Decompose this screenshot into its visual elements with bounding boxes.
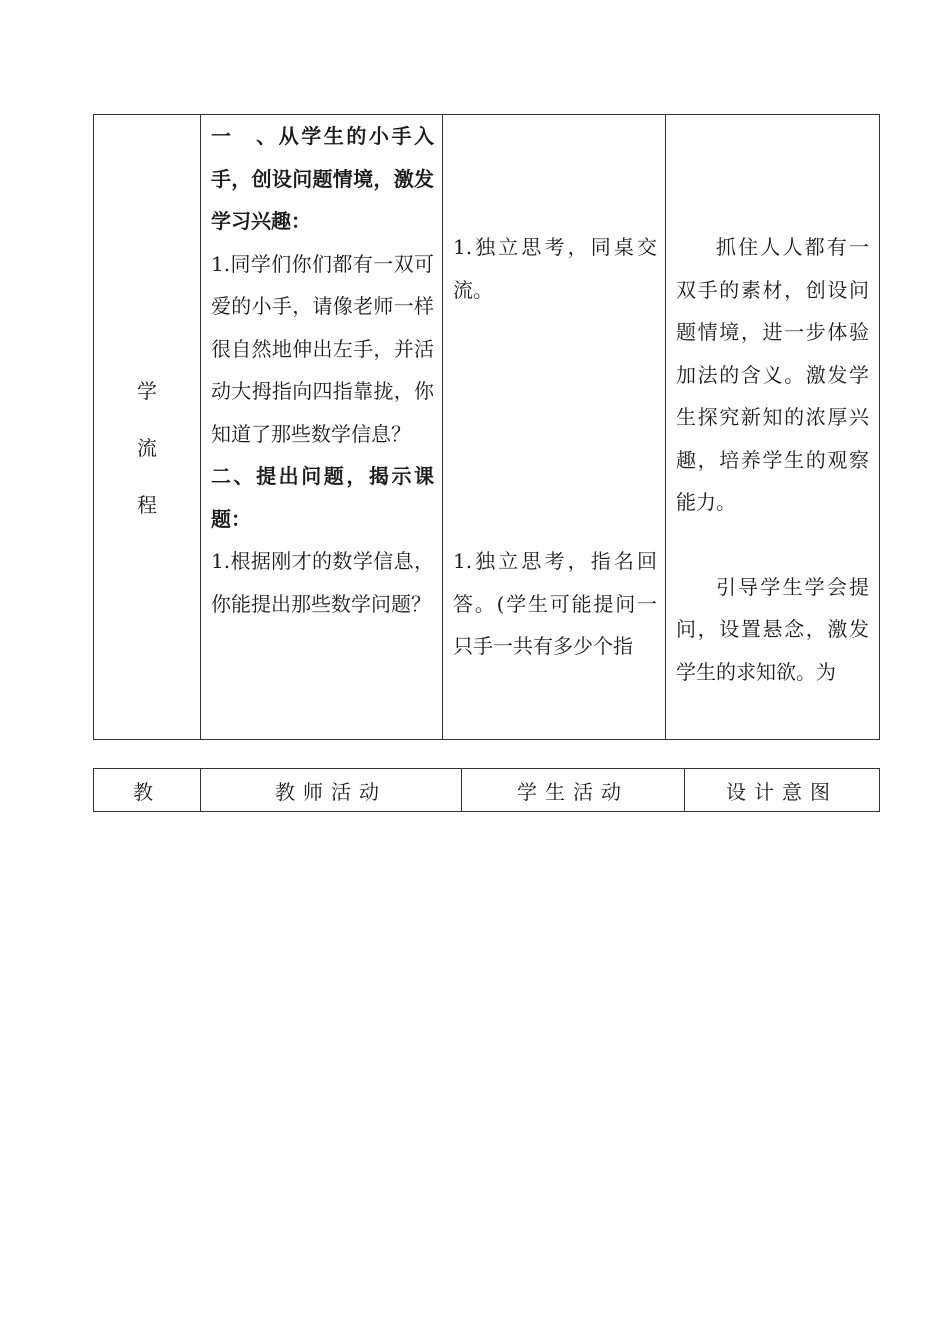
section1-item1: 1.同学们你们都有一双可爱的小手，请像老师一样很自然地伸出左手，并活动大拇指向四指靠拢，你知道了那些数学信息？ [211, 251, 434, 446]
section2-heading: 二、提出问题，揭示课题： [211, 464, 434, 531]
table-row [94, 769, 880, 812]
label-char: 程 [137, 493, 157, 517]
label-char: 流 [137, 436, 157, 460]
student-activity-cell [443, 115, 666, 740]
teacher-activity-cell [201, 115, 443, 740]
student-item1: 1.独立思考，同桌交流。 [453, 235, 657, 302]
header-teacher-activity: 教师活动 [201, 769, 462, 812]
table-row [94, 115, 880, 740]
intent-para2: 引导学生学会提问，设置悬念，激发学生的求知欲。为 [676, 574, 869, 684]
process-label-cell [94, 115, 201, 740]
design-intent-cell [666, 115, 880, 740]
header-col-label: 教 [94, 769, 201, 812]
column-header-table [93, 768, 880, 812]
section1-heading: 一 、从学生的小手入手，创设问题情境，激发学习兴趣： [211, 124, 434, 233]
header-student-activity: 学生活动 [462, 769, 685, 812]
student-item2: 1.独立思考，指名回答。(学生可能提问一只手一共有多少个指 [453, 549, 657, 658]
label-char: 学 [137, 379, 157, 403]
header-design-intent: 设计意图 [685, 769, 880, 812]
section2-item1: 1.根据刚才的数学信息，你能提出那些数学问题？ [211, 549, 434, 616]
teaching-process-table [93, 114, 880, 740]
intent-para1: 抓住人人都有一双手的素材，创设问题情境，进一步体验加法的含义。激发学生探究新知的浓厚兴趣，培养学生的观察能力。 [676, 235, 869, 514]
